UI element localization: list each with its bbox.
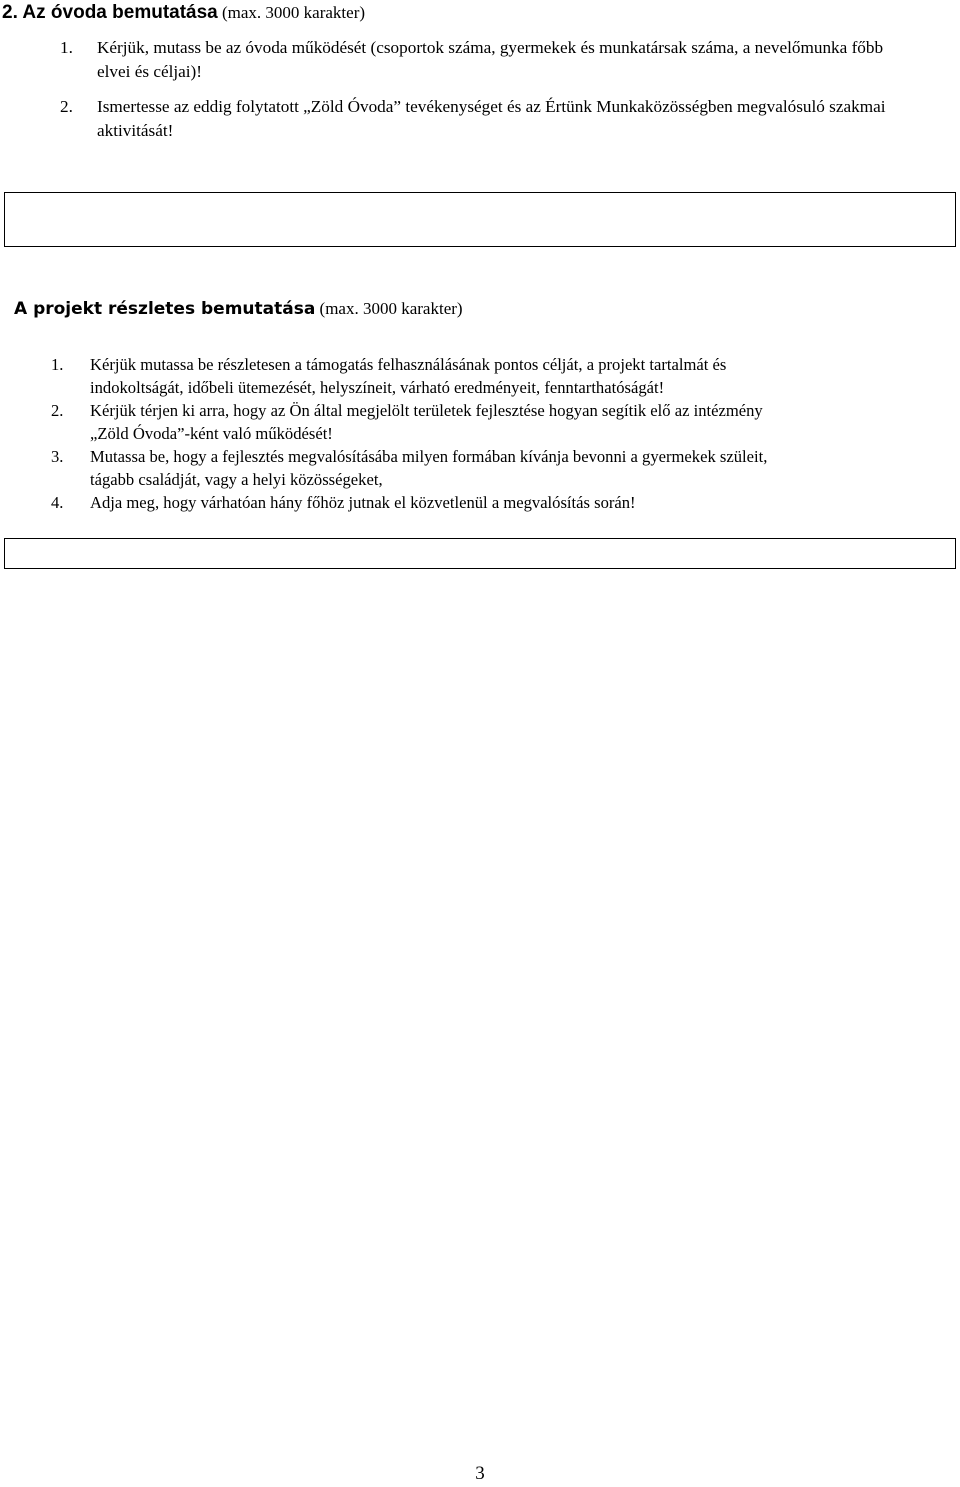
- question-number: 4.: [51, 493, 64, 512]
- question-number: 1.: [60, 38, 73, 57]
- section-1-title-main: 2. Az óvoda bemutatása: [2, 2, 218, 23]
- question-text-line: Adja meg, hogy várhatóan hány főhöz jutnak el közvetlenül a megvalósítás során!: [90, 493, 636, 512]
- section-2-question: [0, 353, 960, 399]
- question-number: 2.: [51, 401, 64, 420]
- question-text: Kérjük, mutass be az óvoda működését (csoportok száma, gyermekek és munkatársak száma, a nevelőmunka főbb elvei és céljai)!: [97, 38, 884, 81]
- section-1-question-list: [0, 36, 960, 154]
- section-2-title-limit: (max. 3000 karakter): [315, 299, 463, 318]
- section-2-question: [0, 491, 960, 514]
- question-number: 1.: [51, 355, 64, 374]
- question-text-line: indokoltságát, időbeli ütemezését, helyszíneit, várható eredményeit, fenntarthatóságát!: [90, 378, 665, 397]
- section-2-question: [0, 445, 960, 491]
- section-2-question: [0, 399, 960, 445]
- section-1-title-limit: (max. 3000 karakter): [217, 3, 366, 22]
- section-2-title: [14, 296, 463, 322]
- question-number: 3.: [51, 447, 64, 466]
- question-number: 2.: [60, 97, 73, 116]
- question-text: Ismertesse az eddig folytatott „Zöld Óvoda” tevékenységet és az Értünk Munkaközösségben megvalósuló szakmai aktivitását!: [97, 97, 886, 140]
- page-number: 3: [475, 1463, 485, 1484]
- question-text-line: Kérjük térjen ki arra, hogy az Ön által megjelölt területek fejlesztése hogyan segítik elő az intézmény: [90, 401, 763, 420]
- question-text-line: tágabb családját, vagy a helyi közösségeket,: [90, 470, 383, 489]
- question-text-line: „Zöld Óvoda”-ként való működését!: [90, 424, 333, 443]
- section-1-answer-box[interactable]: [4, 192, 956, 247]
- section-2-title-main: A projekt részletes bemutatása: [14, 299, 316, 319]
- section-1-title: [2, 0, 365, 26]
- section-2-answer-box[interactable]: [4, 538, 956, 569]
- question-text-line: Mutassa be, hogy a fejlesztés megvalósításába milyen formában kívánja bevonni a gyermekek szüleit,: [90, 447, 768, 466]
- section-1-question: [0, 36, 960, 83]
- section-2-question-list: [0, 353, 960, 514]
- question-text-line: Kérjük mutassa be részletesen a támogatás felhasználásának pontos célját, a projekt tartalmát és: [90, 355, 727, 374]
- section-1-question: [0, 95, 960, 142]
